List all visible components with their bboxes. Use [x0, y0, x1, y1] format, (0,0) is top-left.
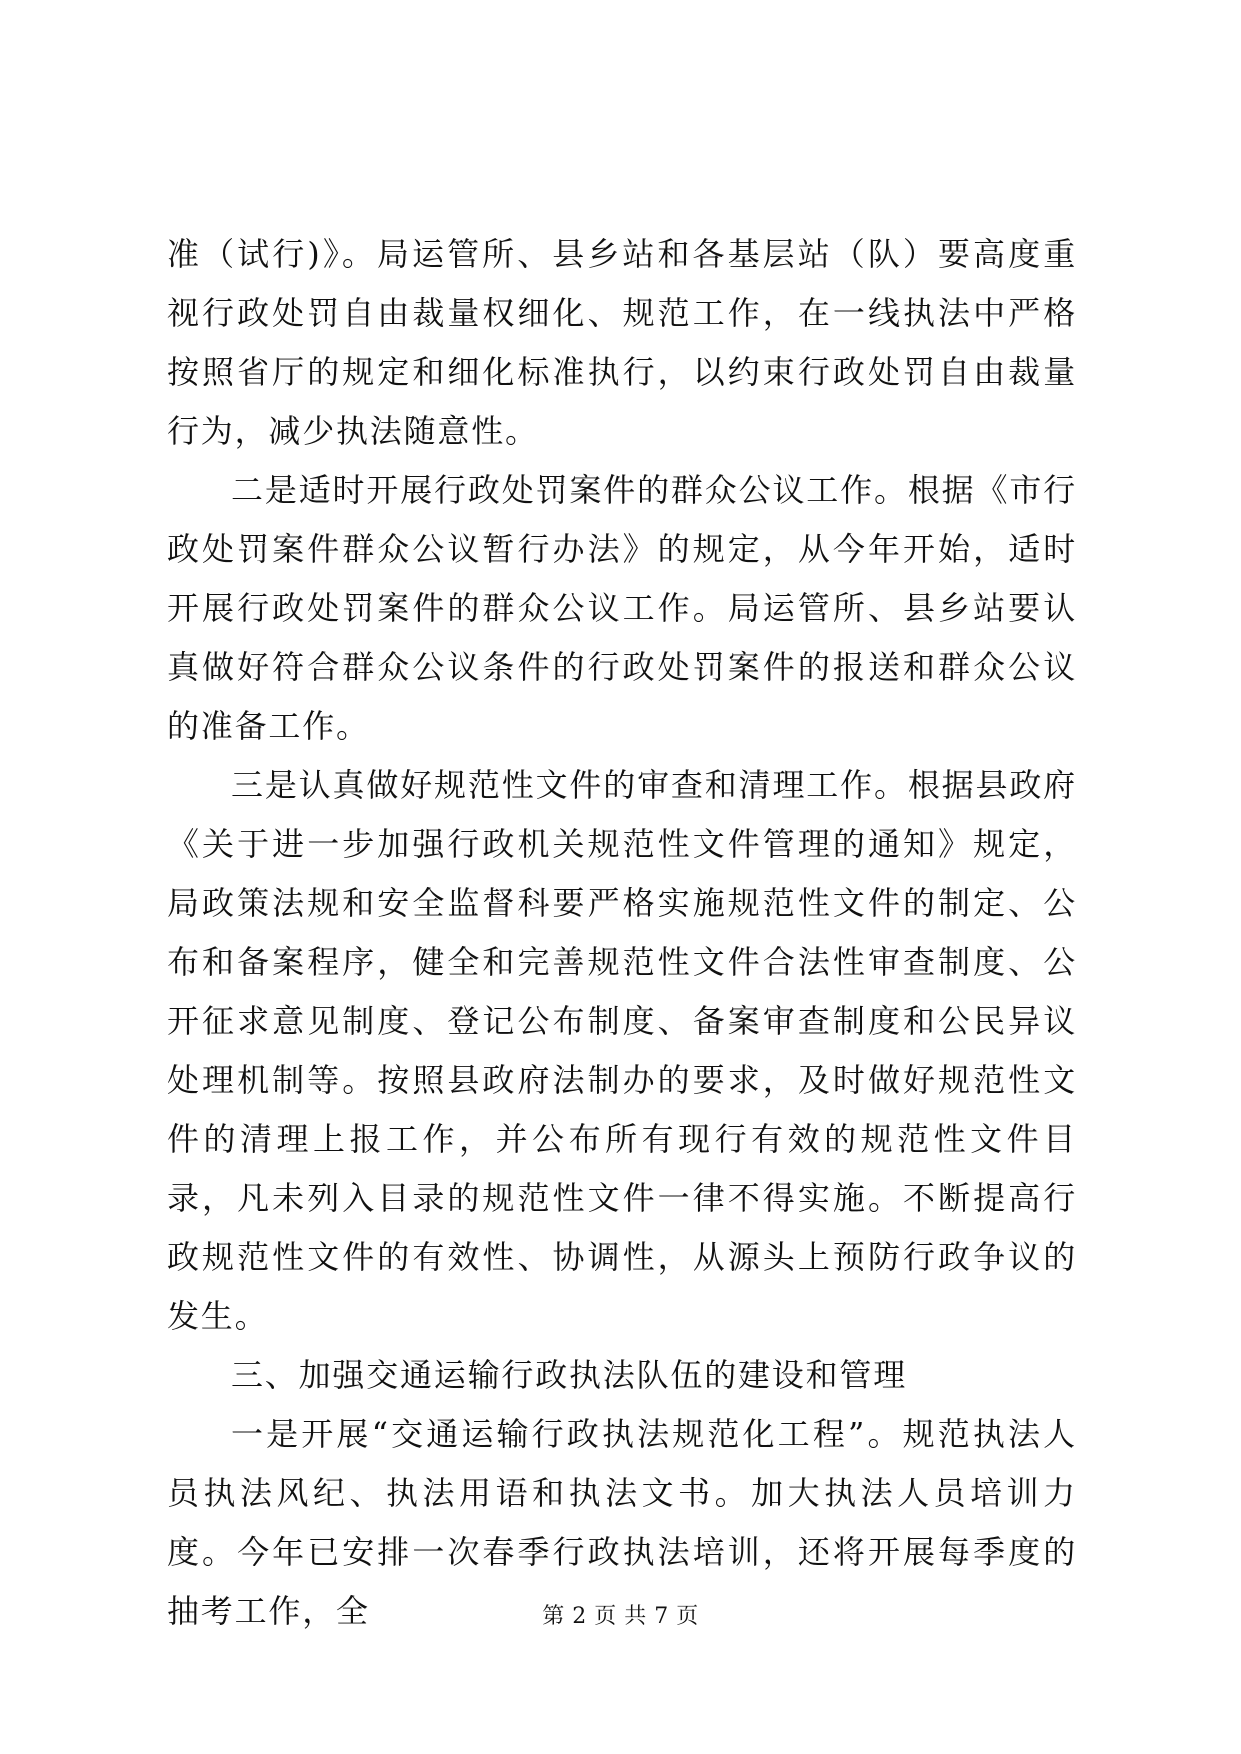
document-body: [167, 225, 1077, 1641]
section-heading: 三、加强交通运输行政执法队伍的建设和管理: [231, 1356, 908, 1394]
paragraph-public-review: 二是适时开展行政处罚案件的群众公议工作。根据《市行政处罚案件群众公议暂行办法》的规定，从今年开始，适时开展行政处罚案件的群众公议工作。局运管所、县乡站要认真做好符合群众公议条件的行政处罚案件的报送和群众公议的准备工作。: [167, 471, 1077, 745]
paragraph-continuation: 准（试行)》。局运管所、县乡站和各基层站（队）要高度重视行政处罚自由裁量权细化、规范工作，在一线执法中严格按照省厅的规定和细化标准执行，以约束行政处罚自由裁量行为，减少执法随意性。: [167, 235, 1077, 450]
paragraph-standardization: 一是开展“交通运输行政执法规范化工程”。规范执法人员执法风纪、执法用语和执法文书。加大执法人员培训力度。今年已安排一次春季行政执法培训，还将开展每季度的抽考工作，全: [167, 1415, 1077, 1630]
paragraph-normative-documents: 三是认真做好规范性文件的审查和清理工作。根据县政府《关于进一步加强行政机关规范性文件管理的通知》规定，局政策法规和安全监督科要严格实施规范性文件的制定、公布和备案程序，健全和完善规范性文件合法性审查制度、公开征求意见制度、登记公布制度、备案审查制度和公民异议处理机制等。按照县政府法制办的要求，及时做好规范性文件的清理上报工作，并公布所有现行有效的规范性文件目录，凡未列入目录的规范性文件一律不得实施。不断提高行政规范性文件的有效性、协调性，从源头上预防行政争议的发生。: [167, 766, 1077, 1335]
page-number: 第 2 页 共 7 页: [542, 1604, 699, 1629]
